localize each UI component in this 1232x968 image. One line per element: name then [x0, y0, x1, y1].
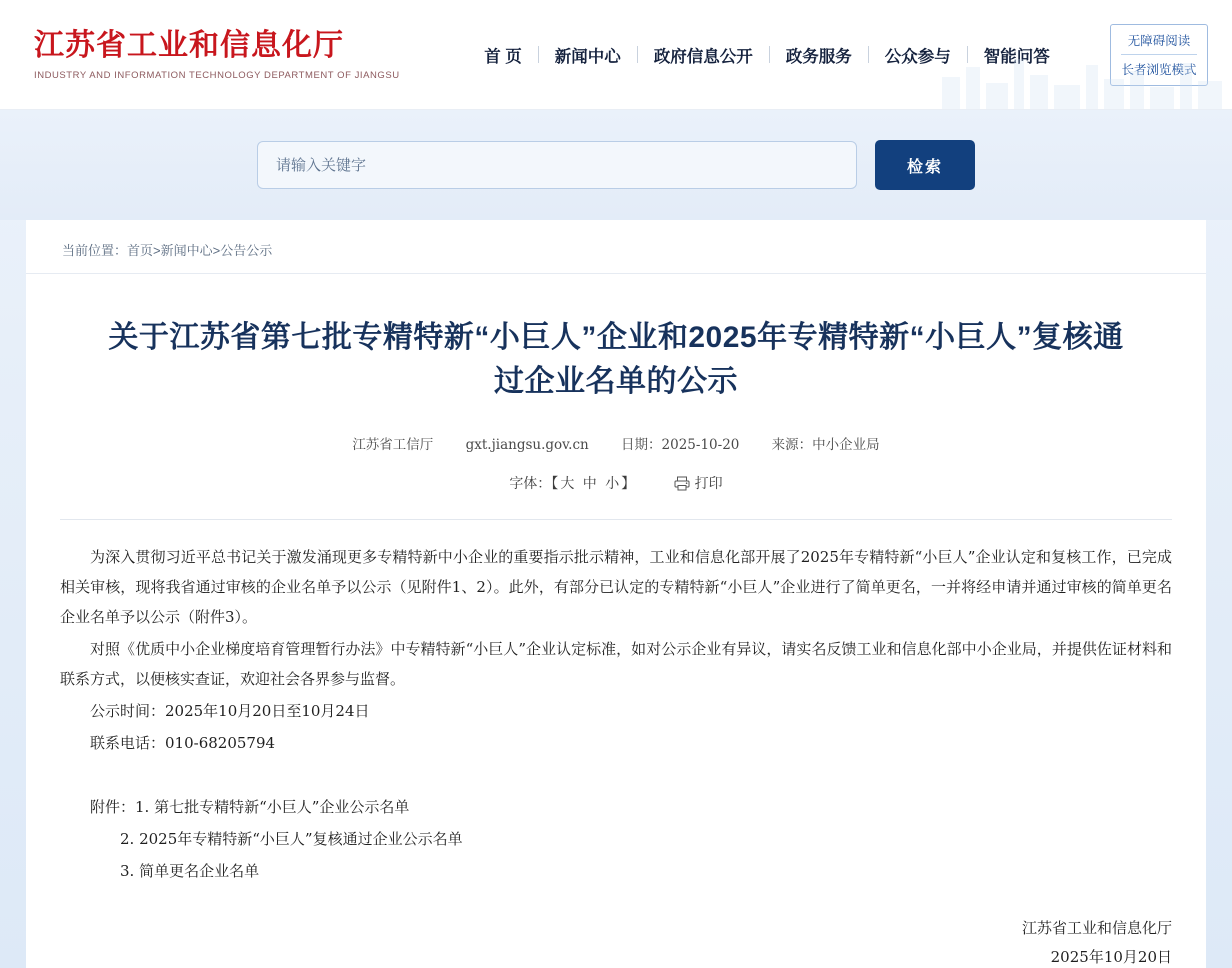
notice-time: 公示时间：2025年10月20日至10月24日: [90, 702, 370, 720]
font-size-small[interactable]: 小: [605, 476, 620, 492]
attachment-item-3[interactable]: 3. 简单更名企业名单: [120, 862, 260, 880]
nav-item-gov-info[interactable]: 政府信息公开: [653, 47, 753, 66]
signature-block: [26, 888, 1206, 968]
font-size-label: 字体：【: [509, 476, 559, 492]
search-bar: [0, 110, 1232, 220]
article-paragraph-1: 为深入贯彻习近平总书记关于激发涌现更多专精特新中小企业的重要指示批示精神，工业和信息化部开展了2025年专精特新“小巨人”企业认定和复核工作，已完成相关审核，现将我省通过审核的企业名单予以公示（见附件1、2）。此外，有部分已认定的专精特新“小巨人”企业进行了简单更名，一并将经申请并通过审核的简单更名企业名单予以公示（附件3）。: [60, 548, 1172, 626]
contact-phone: 联系电话：010-68205794: [90, 734, 276, 752]
breadcrumb-path[interactable]: 首页>新闻中心>公告公示: [127, 243, 273, 258]
font-size-large[interactable]: 大: [560, 476, 575, 492]
attachment-list: [60, 792, 1172, 886]
logo-title-en: INDUSTRY AND INFORMATION TECHNOLOGY DEPARTMENT OF JIANGSU: [34, 69, 400, 81]
print-button[interactable]: [674, 473, 723, 493]
accessibility-divider: [1121, 54, 1197, 55]
nav-item-news[interactable]: 新闻中心: [554, 47, 621, 66]
nav-item-home[interactable]: 首 页: [484, 47, 522, 66]
page-title: 关于江苏省第七批专精特新“小巨人”企业和2025年专精特新“小巨人”复核通过企业名单的公示: [108, 321, 1124, 398]
nav-item-services[interactable]: 政务服务: [785, 47, 852, 66]
print-label: 打印: [694, 476, 723, 492]
font-size-medium[interactable]: 中: [582, 476, 597, 492]
accessibility-panel[interactable]: [1110, 24, 1208, 86]
meta-domain: gxt.jiangsu.gov.cn: [465, 437, 589, 453]
article-meta: [26, 433, 1206, 453]
search-input[interactable]: [257, 141, 857, 189]
nav-item-smart-qa[interactable]: 智能问答: [983, 47, 1050, 66]
attachment-item-1[interactable]: 附件：1. 第七批专精特新“小巨人”企业公示名单: [90, 798, 410, 816]
breadcrumb-prefix: 当前位置：: [62, 243, 128, 258]
site-header: [0, 0, 1232, 110]
printer-icon: [674, 476, 690, 491]
search-button[interactable]: 检索: [875, 140, 975, 190]
content-card: [26, 220, 1206, 968]
article-body: [26, 520, 1206, 886]
elder-browsing-mode[interactable]: 长者浏览模式: [1121, 62, 1197, 77]
signature-organization: 江苏省工业和信息化厅: [1021, 919, 1172, 937]
accessibility-reading-mode[interactable]: 无障碍阅读: [1127, 33, 1191, 48]
attachment-item-2[interactable]: 2. 2025年专精特新“小巨人”复核通过企业公示名单: [120, 830, 463, 848]
article-paragraph-2: 对照《优质中小企业梯度培育管理暂行办法》中专精特新“小巨人”企业认定标准，如对公示企业有异议，请实名反馈工业和信息化部中小企业局，并提供佐证材料和联系方式，以便核实查证，欢迎社会各界参与监督。: [60, 640, 1172, 688]
font-size-label-end: 】: [621, 476, 636, 492]
meta-source-site: 江苏省工信厅: [352, 437, 434, 453]
nav-item-public-participation[interactable]: 公众参与: [884, 47, 951, 66]
site-logo[interactable]: [34, 29, 414, 81]
meta-source: 来源：中小企业局: [771, 437, 880, 453]
signature-date: 2025年10月20日: [1050, 947, 1172, 966]
font-size-toolbar: [26, 473, 1206, 493]
main-nav: [434, 43, 1100, 67]
logo-title-cn: 江苏省工业和信息化厅: [34, 27, 344, 63]
meta-date: 日期：2025-10-20: [621, 437, 740, 453]
breadcrumb: [26, 220, 1206, 274]
